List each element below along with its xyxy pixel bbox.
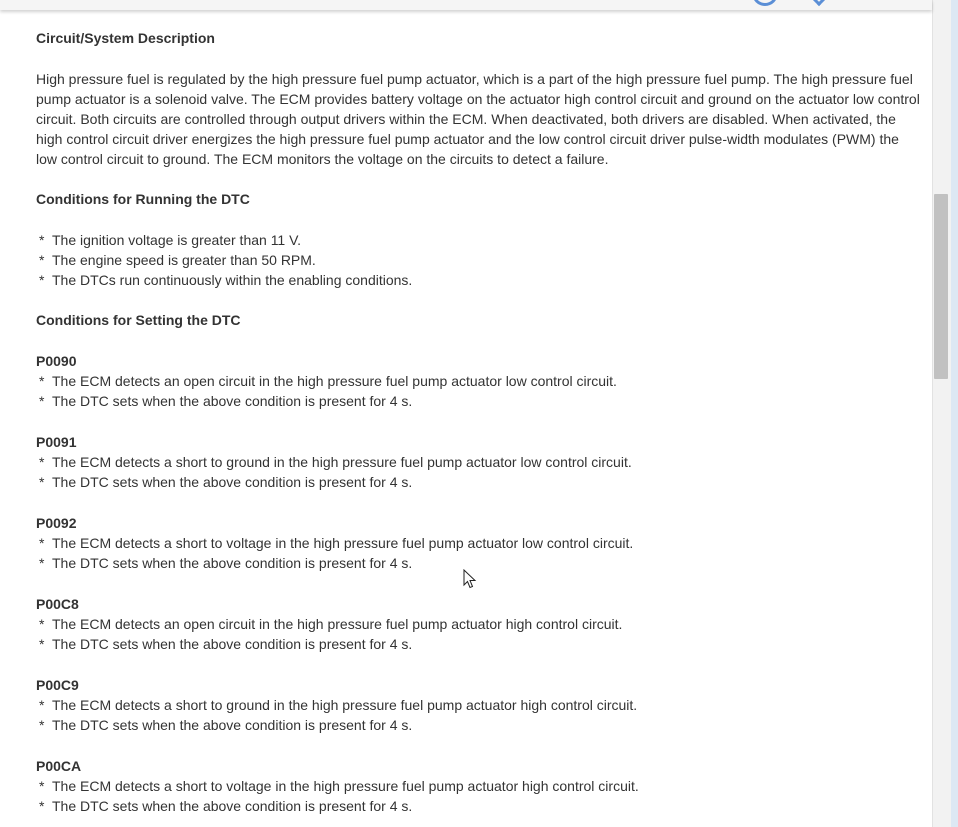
window-edge (951, 0, 958, 827)
dtc-block-p0092 (36, 513, 922, 573)
list-item: * The ECM detects a short to voltage in the high pressure fuel pump actuator low control circuit. (39, 535, 634, 551)
list-item: * The DTCs run continuously within the enabling conditions. (39, 272, 413, 288)
vertical-scrollbar[interactable] (932, 0, 951, 827)
list-item: * The engine speed is greater than 50 RPM. (39, 252, 316, 268)
dtc-code: P00C9 (36, 677, 79, 693)
dtc-block-p0090 (36, 351, 922, 411)
list-item: * The ECM detects a short to voltage in the high pressure fuel pump actuator high control circuit. (39, 778, 639, 794)
scrollbar-thumb[interactable] (934, 194, 948, 379)
dtc-code: P00C8 (36, 596, 79, 612)
mouse-cursor-icon (463, 569, 477, 589)
setting-heading: Conditions for Setting the DTC (36, 312, 241, 328)
user-avatar-icon[interactable] (752, 0, 778, 6)
list-item: * The ECM detects a short to ground in the high pressure fuel pump actuator high control circuit. (39, 697, 638, 713)
dtc-block-p00ca (36, 756, 922, 816)
dtc-code: P0092 (36, 515, 77, 531)
dtc-code: P0091 (36, 434, 77, 450)
chevron-down-icon[interactable] (812, 0, 826, 6)
top-toolbar (0, 0, 932, 10)
dtc-code: P00CA (36, 758, 82, 774)
list-item: * The DTC sets when the above condition is present for 4 s. (39, 717, 413, 733)
running-heading: Conditions for Running the DTC (36, 191, 250, 207)
list-item: * The ECM detects an open circuit in the high pressure fuel pump actuator high control circuit. (39, 616, 623, 632)
list-item: * The DTC sets when the above condition is present for 4 s. (39, 555, 413, 571)
dtc-block-p00c8 (36, 594, 922, 654)
list-item: * The DTC sets when the above condition is present for 4 s. (39, 474, 413, 490)
list-item: * The DTC sets when the above condition is present for 4 s. (39, 393, 413, 409)
document-content (36, 28, 922, 816)
circuit-heading: Circuit/System Description (36, 30, 215, 46)
list-item: * The DTC sets when the above condition is present for 4 s. (39, 798, 413, 814)
list-item: * The ECM detects an open circuit in the high pressure fuel pump actuator low control circuit. (39, 373, 617, 389)
list-item: * The ECM detects a short to ground in the high pressure fuel pump actuator low control circuit. (39, 454, 632, 470)
circuit-description: High pressure fuel is regulated by the high pressure fuel pump actuator, which is a part of the high pressure fuel pump. The high pressure fuel pump actuator is a solenoid valve. The ECM provides battery voltage on the actuator high control circuit and ground on the actuator low control circuit. Both circuits are controlled through output drivers within the ECM. When deactivated, both drivers are disabled. When activated, the high control circuit driver energizes the high pressure fuel pump actuator and the low control circuit driver pulse-width modulates (PWM) the low control circuit to ground. The ECM monitors the voltage on the circuits to detect a failure. (36, 71, 920, 167)
dtc-code: P0090 (36, 353, 77, 369)
dtc-block-p00c9 (36, 675, 922, 735)
list-item: * The ignition voltage is greater than 11 V. (39, 232, 302, 248)
dtc-block-p0091 (36, 432, 922, 492)
list-item: * The DTC sets when the above condition is present for 4 s. (39, 636, 413, 652)
running-conditions-list (36, 230, 922, 290)
